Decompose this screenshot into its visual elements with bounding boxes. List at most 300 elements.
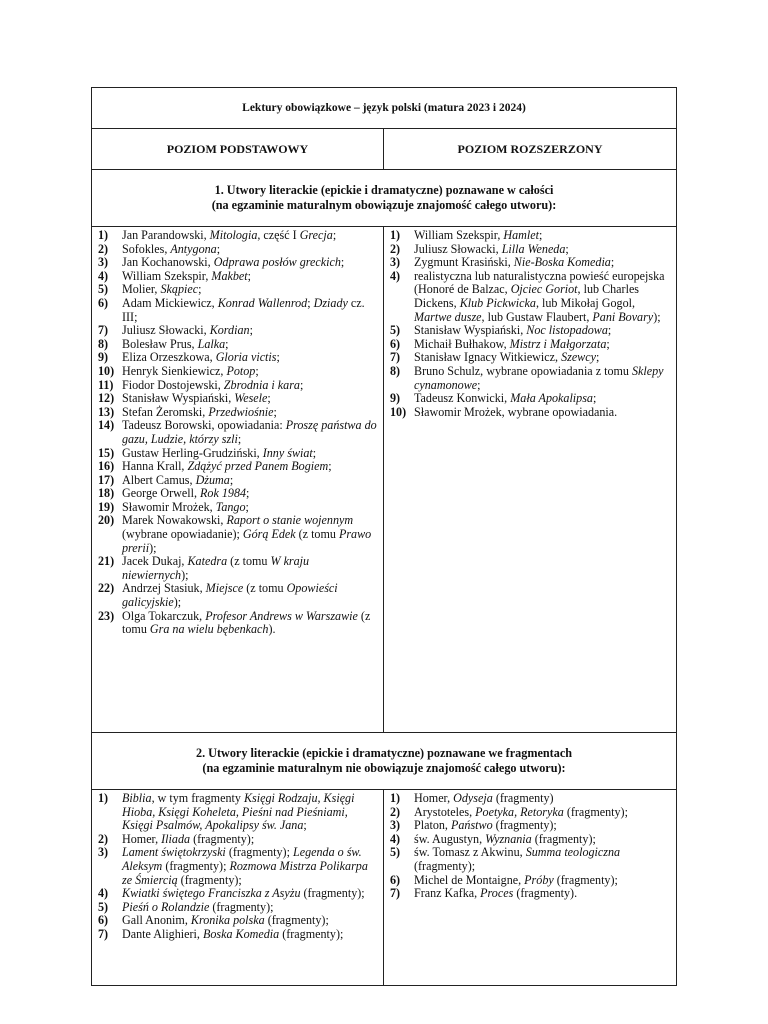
item-number: 21) (98, 554, 115, 569)
item-text-part: (wybrane opowiadanie); (122, 527, 243, 542)
item-number: 5) (98, 282, 109, 297)
work-title: Profesor Andrews w Warszawie (205, 608, 358, 623)
list-item (390, 819, 670, 833)
item-number: 9) (390, 391, 401, 406)
item-text-part: Juliusz Słowacki, (122, 323, 210, 338)
item-text-part: William Szekspir, (122, 268, 212, 283)
work-title: Lalka (197, 336, 226, 351)
item-text-part: Michaił Bułhakow, (414, 336, 510, 351)
item-text-part: ). (268, 622, 276, 637)
item-text-part: cz. III; (122, 295, 365, 324)
list-item (98, 846, 377, 887)
list-item (98, 514, 377, 555)
list-item (98, 324, 377, 338)
list-item (98, 406, 377, 420)
item-number: 20) (98, 513, 115, 528)
item-text-part: Platon, (414, 818, 451, 833)
work-title: Kwiatki świętego Franciszka z Asyżu (122, 886, 301, 901)
list-item (390, 392, 670, 406)
item-number: 7) (98, 926, 109, 941)
item-text-part: (z tomu (227, 554, 271, 569)
item-text (122, 270, 377, 284)
item-text (122, 474, 377, 488)
item-number: 4) (390, 268, 401, 283)
item-text (414, 406, 670, 420)
item-text-part: , lub Charles Dickens, (414, 282, 640, 310)
work-title: Skąpiec (160, 282, 199, 297)
list-item (390, 243, 670, 257)
item-number: 6) (390, 336, 401, 351)
item-text (122, 487, 377, 501)
work-title: Dżuma (195, 472, 230, 487)
item-text (122, 610, 377, 637)
item-text-part: realistyczna lub naturalistyczna powieść europejska (Honoré de Balzac, (414, 268, 665, 297)
item-text-part: ; (307, 295, 314, 310)
work-title: Przedwiośnie (208, 404, 274, 419)
work-title: Sklepy cynamonowe (414, 363, 664, 392)
item-text (122, 928, 377, 942)
item-text-part: (fragmenty); (264, 913, 329, 928)
item-text-part: ); (173, 595, 182, 610)
list-item (390, 365, 670, 392)
item-text (122, 501, 377, 515)
work-title: Hamlet (503, 228, 539, 242)
item-text-part: Fiodor Dostojewski, (122, 377, 224, 392)
list-item (98, 928, 377, 942)
item-number: 7) (98, 323, 109, 338)
item-text-part: (fragmenty); (177, 872, 242, 887)
list-item (98, 914, 377, 928)
item-text (414, 351, 670, 365)
item-text-part: Jan Kochanowski, (122, 255, 214, 270)
item-text (414, 874, 670, 888)
list-item (98, 243, 377, 257)
item-text-part: William Szekspir, (414, 228, 504, 242)
list-item (390, 351, 670, 365)
item-text (414, 833, 670, 847)
item-text (122, 833, 377, 847)
item-text-part: ; (610, 255, 615, 270)
work-title: Opowieści galicyjskie (122, 581, 338, 610)
item-text-part: (z tomu (243, 581, 287, 596)
item-text-part: ; (245, 499, 249, 514)
item-text (122, 283, 377, 297)
reading-list-table (91, 87, 677, 986)
item-text-part: Zygmunt Krasiński, (414, 255, 514, 270)
section-2-header (92, 733, 677, 790)
list-item (98, 351, 377, 365)
level-basic-header: POZIOM PODSTAWOWY (92, 129, 384, 170)
work-title: Zdążyć przed Panem Bogiem (187, 459, 329, 474)
work-title: Kronika polska (190, 913, 265, 928)
item-text-part: ; (229, 472, 234, 487)
item-text-part: Adam Mickiewicz, (122, 295, 218, 310)
item-text-part: Bolesław Prus, (122, 336, 198, 351)
list-item (98, 229, 377, 243)
work-title: Klub Pickwicka (459, 295, 536, 310)
item-text-part: ; (273, 404, 277, 419)
item-text-part: ; (216, 241, 221, 256)
list-item (98, 833, 377, 847)
list-item (98, 792, 377, 833)
work-title: Konrad Wallenrod (217, 295, 308, 310)
item-text-part: ; (276, 350, 280, 365)
work-title: Biblia (122, 791, 152, 805)
work-title: Potop (226, 363, 256, 378)
extended-fragments-cell (384, 790, 677, 986)
work-title: Iliada (161, 831, 191, 846)
item-text-part: (fragmenty); (162, 858, 230, 873)
section-1-header (92, 170, 677, 227)
item-number: 8) (98, 336, 109, 351)
section-2-note: (na egzaminie maturalnym nie obowiązuje znajomość całego utworu): (202, 761, 566, 775)
item-text-part: Marek Nowakowski, (122, 513, 227, 528)
list-item (390, 792, 670, 806)
work-title: Grecja (299, 228, 333, 242)
work-title: Proces (480, 886, 514, 901)
item-text (122, 514, 377, 555)
item-text-part: Tadeusz Konwicki, (414, 391, 511, 406)
item-number: 7) (390, 350, 401, 365)
item-number: 16) (98, 459, 115, 474)
item-text (122, 256, 377, 270)
list-item (98, 419, 377, 446)
item-number: 6) (98, 295, 109, 310)
page-title: Lektury obowiązkowe – język polski (matura 2023 i 2024) (92, 88, 677, 129)
item-text (122, 365, 377, 379)
item-text-part: Tadeusz Borowski, opowiadania: (122, 418, 286, 433)
work-title: Nie-Boska Komedia (513, 255, 611, 270)
item-text-part: św. Tomasz z Akwinu, (414, 845, 526, 860)
work-title: Rozmowa Mistrza Polikarpa ze Śmiercią (122, 858, 368, 887)
item-number: 18) (98, 486, 115, 501)
item-text-part: Molier, (122, 282, 161, 297)
item-text-part: ); (653, 309, 661, 324)
work-title: Boska Komedia (202, 926, 280, 941)
item-text-part: Sławomir Mrożek, wybrane opowiadania. (414, 404, 618, 419)
list-item (390, 806, 670, 820)
item-text (122, 901, 377, 915)
list-item (98, 887, 377, 901)
item-text (122, 419, 377, 446)
item-text-part: Stanisław Ignacy Witkiewicz, (414, 350, 562, 365)
item-text (122, 351, 377, 365)
item-number: 3) (390, 818, 401, 833)
work-title: Noc listopadowa (526, 323, 608, 338)
item-text (414, 365, 670, 392)
item-text-part: Stanisław Wyspiański, (122, 391, 235, 406)
section-1-note: (na egzaminie maturalnym obowiązuje znajomość całego utworu): (211, 198, 557, 212)
item-text (122, 406, 377, 420)
basic-full-works-list (92, 227, 383, 637)
item-number: 4) (98, 268, 109, 283)
list-item (390, 338, 670, 352)
item-text-part: (fragmenty); (414, 858, 476, 873)
item-number: 2) (98, 831, 109, 846)
work-title: Ojciec Goriot (510, 282, 578, 297)
item-text-part: (fragmenty); (553, 872, 618, 887)
work-title: Lilla Weneda (501, 241, 566, 256)
item-text (414, 229, 670, 243)
item-number: 2) (98, 241, 109, 256)
item-text-part: Jan Parandowski, (122, 228, 210, 242)
extended-full-works-cell (384, 227, 677, 733)
item-text-part: ; (332, 228, 337, 242)
list-item (98, 365, 377, 379)
work-title: Katedra (187, 554, 228, 569)
basic-full-works-cell (92, 227, 384, 733)
item-text (122, 846, 377, 887)
work-title: Państwo (450, 818, 493, 833)
item-number: 4) (390, 831, 401, 846)
item-text-part: Jacek Dukaj, (122, 554, 188, 569)
item-text-part: ; (198, 282, 202, 297)
work-title: Summa teologiczna (525, 845, 621, 860)
item-text-part: ; (246, 486, 250, 501)
item-number: 14) (98, 418, 115, 433)
item-text-part: Olga Tokarczuk, (122, 608, 206, 623)
item-number: 3) (390, 255, 401, 270)
list-item (98, 297, 377, 324)
work-title: Mistrz i Małgorzata (509, 336, 607, 351)
list-item (98, 901, 377, 915)
item-text (414, 256, 670, 270)
item-text-part: Homer, (122, 831, 162, 846)
list-item (390, 874, 670, 888)
work-title: Odprawa posłów greckich (213, 255, 341, 270)
work-title: Martwe dusze (414, 309, 482, 324)
work-title: Zbrodnia i kara (223, 377, 300, 392)
item-text-part: ; (247, 268, 252, 283)
work-title: Gloria victis (215, 350, 277, 365)
item-text (414, 792, 670, 806)
item-text-part: ; (477, 377, 481, 392)
work-title: Miejsce (205, 581, 244, 596)
item-number: 23) (98, 608, 115, 623)
item-text (122, 379, 377, 393)
item-number: 2) (390, 804, 401, 819)
item-text-part: , lub Gustaw Flaubert, (481, 309, 593, 324)
item-text-part: ; (312, 445, 317, 460)
work-title: Pani Bovary (592, 309, 654, 324)
item-number: 2) (390, 241, 401, 256)
level-extended-header: POZIOM ROZSZERZONY (384, 129, 677, 170)
work-title: Dziady (313, 295, 348, 310)
item-text (122, 792, 377, 833)
extended-full-works-list (384, 227, 676, 419)
work-title: Próby (524, 872, 554, 887)
item-text-part: ; (255, 363, 259, 378)
item-text-part: Sławomir Mrożek, (122, 499, 216, 514)
item-number: 3) (98, 845, 109, 860)
item-number: 6) (390, 872, 401, 887)
item-text-part: Bruno Schulz, wybrane opowiadania z tomu (414, 363, 632, 378)
item-text-part: Gustaw Herling-Grudziński, (122, 445, 263, 460)
list-item (390, 406, 670, 420)
item-text (122, 297, 377, 324)
section-2-title: 2. Utwory literackie (epickie i dramatyczne) poznawane we fragmentach (195, 746, 573, 760)
work-title: Lament świętokrzyski (122, 845, 226, 860)
item-number: 5) (98, 899, 109, 914)
item-number: 10) (98, 363, 115, 378)
item-text-part: św. Augustyn, (414, 831, 486, 846)
list-item (98, 283, 377, 297)
item-number: 1) (390, 228, 401, 242)
item-text-part: (fragmenty); (300, 886, 365, 901)
basic-fragments-cell (92, 790, 384, 986)
work-title: Prawo prerii (122, 527, 372, 555)
item-text-part: ; (225, 336, 229, 351)
item-text-part: ); (181, 567, 189, 582)
item-text (414, 243, 670, 257)
work-title: W kraju niewiernych (122, 554, 310, 582)
item-text-part: ; (539, 228, 543, 242)
work-title: Legenda o św. Aleksym (122, 845, 362, 873)
item-text-part: (z tomu (295, 527, 339, 542)
item-text-part: ; (328, 459, 332, 474)
extended-fragments-list (384, 790, 676, 901)
work-title: Antygona (170, 241, 217, 256)
item-text (122, 914, 377, 928)
list-item (390, 324, 670, 338)
item-text-part: Eliza Orzeszkowa, (122, 350, 216, 365)
list-item (390, 833, 670, 847)
item-text-part: Andrzej Stasiuk, (122, 581, 206, 596)
item-number: 1) (390, 791, 401, 805)
list-item (98, 379, 377, 393)
item-text-part: Arystoteles, (414, 804, 476, 819)
item-text-part: ); (149, 540, 157, 555)
item-number: 4) (98, 886, 109, 901)
item-text-part: Stanisław Wyspiański, (414, 323, 527, 338)
item-text-part: , część I (257, 228, 300, 242)
item-text-part: ; (592, 391, 597, 406)
item-number: 8) (390, 363, 401, 378)
item-number: 22) (98, 581, 115, 596)
work-title: Górą Edek (242, 527, 296, 542)
item-text (122, 324, 377, 338)
item-text-part: Gall Anonim, (122, 913, 191, 928)
work-title: Makbet (211, 268, 248, 283)
item-number: 9) (98, 350, 109, 365)
item-text-part: (fragmenty). (513, 886, 578, 901)
list-item (98, 270, 377, 284)
item-number: 5) (390, 845, 401, 860)
item-text-part: (fragmenty); (563, 804, 628, 819)
item-text-part: George Orwell, (122, 486, 201, 501)
item-text (414, 887, 670, 901)
item-text (414, 392, 670, 406)
item-number: 3) (98, 255, 109, 270)
work-title: Tango (215, 499, 246, 514)
item-text-part: ; (303, 818, 307, 833)
item-number: 1) (98, 228, 109, 242)
list-item (98, 256, 377, 270)
item-text-part: , w tym fragmenty (151, 791, 244, 805)
item-text (122, 447, 377, 461)
item-number: 7) (390, 886, 401, 901)
item-number: 6) (98, 913, 109, 928)
item-text-part: Franz Kafka, (414, 886, 481, 901)
item-text-part: ; (565, 241, 569, 256)
work-title: Księgi Rodzaju, Księgi Hioba, Księgi Koheleta, Pieśni nad Pieśniami, Księgi Psalmów, Apokalipsy św. Jana (122, 791, 355, 833)
item-text (414, 806, 670, 820)
item-text-part: Henryk Sienkiewicz, (122, 363, 227, 378)
item-text (122, 338, 377, 352)
item-number: 19) (98, 499, 115, 514)
item-text-part: Albert Camus, (122, 472, 196, 487)
list-item (390, 270, 670, 324)
item-text-part: ; (267, 391, 271, 406)
item-text-part: , lub Mikołaj Gogol, (535, 295, 636, 310)
item-text-part: ; (596, 350, 600, 365)
work-title: Rok 1984 (200, 486, 247, 501)
item-text-part: Hanna Krall, (122, 459, 188, 474)
item-text-part: Stefan Żeromski, (122, 404, 209, 419)
item-text-part: Homer, (414, 791, 454, 805)
list-item (98, 582, 377, 609)
item-text-part: Dante Alighieri, (122, 926, 203, 941)
item-text-part: Michel de Montaigne, (414, 872, 525, 887)
work-title: Raport o stanie wojennym (226, 513, 354, 528)
work-title: Szewcy (561, 350, 596, 365)
list-item (390, 887, 670, 901)
item-text (122, 887, 377, 901)
item-text-part: Juliusz Słowacki, (414, 241, 502, 256)
item-text (414, 324, 670, 338)
item-text (122, 392, 377, 406)
item-number: 17) (98, 472, 115, 487)
list-item (390, 846, 670, 873)
list-item (98, 487, 377, 501)
item-number: 11) (98, 377, 114, 392)
item-text-part: Sofokles, (122, 241, 171, 256)
item-text (414, 846, 670, 873)
item-text-part: ; (237, 431, 242, 446)
list-item (390, 229, 670, 243)
item-number: 12) (98, 391, 115, 406)
item-text (122, 243, 377, 257)
item-text (122, 555, 377, 582)
item-text-part: (fragmenty); (279, 926, 344, 941)
item-text (414, 270, 670, 324)
list-item (98, 474, 377, 488)
list-item (98, 392, 377, 406)
section-1-title: 1. Utwory literackie (epickie i dramatyczne) poznawane w całości (214, 183, 554, 197)
work-title: Poetyka, Retoryka (475, 804, 564, 819)
item-text-part: (fragmenty) (492, 791, 554, 805)
item-text-part: (fragmenty); (225, 845, 293, 860)
work-title: Gra na wielu bębenkach (149, 622, 269, 637)
item-text (414, 338, 670, 352)
item-text (414, 819, 670, 833)
list-item (98, 338, 377, 352)
work-title: Mała Apokalipsa (510, 391, 593, 406)
list-item (98, 460, 377, 474)
item-text-part: (fragmenty); (209, 899, 274, 914)
item-text (122, 582, 377, 609)
item-text-part: ; (340, 255, 345, 270)
item-number: 1) (98, 791, 109, 805)
work-title: Odyseja (453, 791, 493, 805)
item-number: 15) (98, 445, 115, 460)
list-item (98, 610, 377, 637)
list-item (98, 555, 377, 582)
item-text-part: (z tomu (122, 608, 371, 637)
item-text (122, 460, 377, 474)
work-title: Inny świat (262, 445, 313, 460)
item-text-part: ; (606, 336, 610, 351)
